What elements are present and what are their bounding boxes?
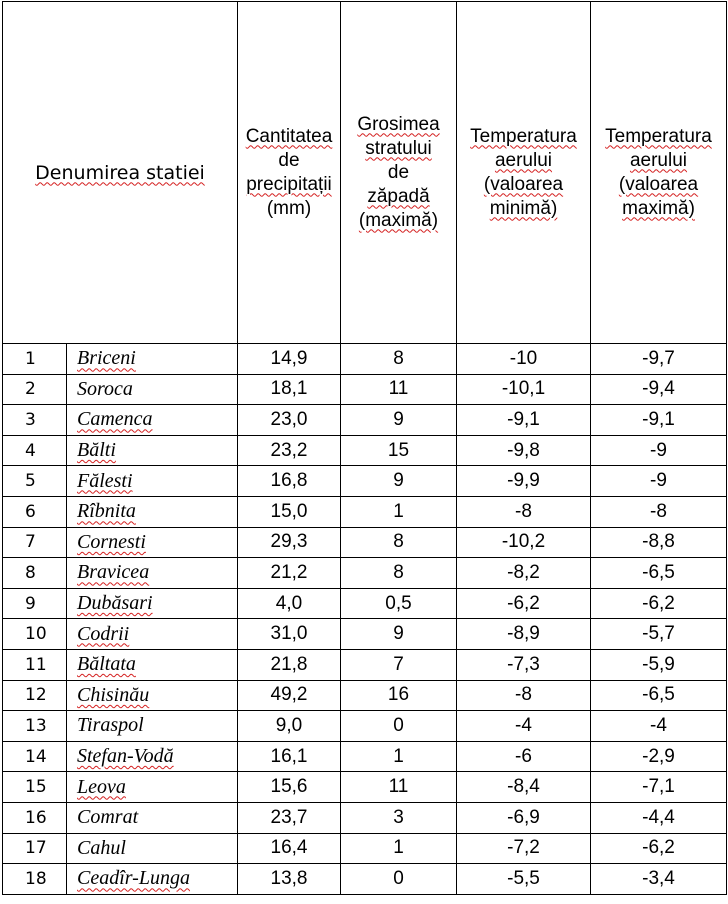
precip-header-word: Cantitatea: [245, 125, 333, 147]
snow-depth-cell: 9: [341, 405, 457, 436]
max-temp-cell: -9: [591, 466, 727, 497]
row-number-cell: 3: [3, 405, 67, 436]
table-row: [3, 741, 727, 772]
max-temp-cell: -2,9: [591, 741, 727, 772]
table-row: [3, 344, 727, 375]
tmax-header-word: aerului: [629, 149, 688, 171]
snow-depth-cell: 0: [341, 864, 457, 895]
precipitation-cell: 23,0: [238, 405, 341, 436]
station-name-cell: [67, 344, 238, 375]
precip-header-line: [238, 173, 340, 197]
precipitation-cell: 13,8: [238, 864, 341, 895]
precipitation-cell: 21,2: [238, 558, 341, 589]
precip-header-line: [238, 197, 340, 221]
max-temp-cell: -4: [591, 711, 727, 742]
precipitation-cell: 16,1: [238, 741, 341, 772]
max-temp-cell: -6,5: [591, 680, 727, 711]
max-temp-header: [591, 2, 727, 344]
tmin-header-word: (valoarea: [483, 173, 564, 195]
tmin-header-line: [457, 173, 590, 197]
min-temp-cell: -10,1: [457, 374, 591, 405]
min-temp-cell: -8,2: [457, 558, 591, 589]
table-row: [3, 619, 727, 650]
table-row: [3, 588, 727, 619]
snow-header-line: [341, 137, 456, 161]
table-row: [3, 374, 727, 405]
min-temp-cell: -9,9: [457, 466, 591, 497]
precipitation-cell: 23,7: [238, 802, 341, 833]
tmax-header-line: [591, 197, 726, 221]
snow-depth-cell: 11: [341, 374, 457, 405]
min-temp-cell: -5,5: [457, 864, 591, 895]
snow-depth-cell: 16: [341, 680, 457, 711]
row-number-cell: 18: [3, 864, 67, 895]
station-name-cell: [67, 864, 238, 895]
station-name-text: Băltata: [77, 653, 136, 676]
tmax-header-word: Temperatura: [605, 125, 712, 147]
min-temp-header: [457, 2, 591, 344]
table-row: [3, 680, 727, 711]
max-temp-cell: -8,8: [591, 527, 727, 558]
max-temp-cell: -6,2: [591, 588, 727, 619]
precipitation-cell: 14,9: [238, 344, 341, 375]
max-temp-cell: -4,4: [591, 802, 727, 833]
station-name-cell: [67, 435, 238, 466]
snow-depth-cell: 1: [341, 496, 457, 527]
snow-header-line: [341, 113, 456, 137]
row-number-cell: 13: [3, 711, 67, 742]
table-row: [3, 558, 727, 589]
row-number-cell: 5: [3, 466, 67, 497]
table-row: [3, 864, 727, 895]
min-temp-cell: -8: [457, 680, 591, 711]
tmin-header-word: minimă): [489, 197, 558, 219]
snow-header-line: [341, 161, 456, 185]
station-name-cell: [67, 405, 238, 436]
snow-depth-cell: 8: [341, 527, 457, 558]
snow-depth-cell: 9: [341, 619, 457, 650]
min-temp-cell: -7,2: [457, 833, 591, 864]
precip-header-line: [238, 125, 340, 149]
snow-header-word: Grosimea: [357, 113, 440, 135]
table-row: [3, 405, 727, 436]
snow-depth-cell: 8: [341, 344, 457, 375]
station-name-cell: [67, 374, 238, 405]
max-temp-cell: -6,2: [591, 833, 727, 864]
precipitation-cell: 23,2: [238, 435, 341, 466]
max-temp-cell: -9,4: [591, 374, 727, 405]
station-name-text: Bravicea: [77, 561, 150, 584]
table-row: [3, 711, 727, 742]
station-name-cell: [67, 527, 238, 558]
station-name-cell: [67, 741, 238, 772]
tmax-header-line: [591, 149, 726, 173]
table-body: [3, 344, 727, 895]
snow-depth-cell: 7: [341, 649, 457, 680]
row-number-cell: 6: [3, 496, 67, 527]
row-number-cell: 12: [3, 680, 67, 711]
snow-depth-header: [341, 2, 457, 344]
precipitation-cell: 16,8: [238, 466, 341, 497]
precipitation-cell: 31,0: [238, 619, 341, 650]
table-row: [3, 466, 727, 497]
tmax-header-line: [591, 125, 726, 149]
precipitation-cell: 15,6: [238, 772, 341, 803]
max-temp-cell: -8: [591, 496, 727, 527]
precip-header-word: precipitații: [246, 173, 332, 195]
row-number-cell: 15: [3, 772, 67, 803]
station-name-text: Ceadîr-Lunga: [77, 867, 190, 890]
row-number-cell: 14: [3, 741, 67, 772]
max-temp-cell: -9,7: [591, 344, 727, 375]
precipitation-cell: 4,0: [238, 588, 341, 619]
snow-depth-cell: 11: [341, 772, 457, 803]
snow-header-line: [341, 209, 456, 233]
station-name-text: Fălesti: [77, 469, 133, 492]
precipitation-cell: 9,0: [238, 711, 341, 742]
station-name-cell: [67, 680, 238, 711]
station-name-cell: [67, 711, 238, 742]
tmin-header-line: [457, 125, 590, 149]
tmin-header-word: Temperatura: [470, 125, 577, 147]
snow-header-line: [341, 185, 456, 209]
row-number-cell: 17: [3, 833, 67, 864]
max-temp-cell: -6,5: [591, 558, 727, 589]
min-temp-cell: -9,1: [457, 405, 591, 436]
snow-header-word: (maximă): [358, 209, 439, 231]
min-temp-cell: -10,2: [457, 527, 591, 558]
precipitation-cell: 49,2: [238, 680, 341, 711]
station-name-text: Bălti: [77, 439, 116, 462]
precipitation-cell: 21,8: [238, 649, 341, 680]
station-name-cell: [67, 802, 238, 833]
snow-depth-cell: 1: [341, 741, 457, 772]
row-number-cell: 10: [3, 619, 67, 650]
row-number-cell: 2: [3, 374, 67, 405]
min-temp-cell: -10: [457, 344, 591, 375]
min-temp-cell: -6: [457, 741, 591, 772]
table-row: [3, 496, 727, 527]
snow-depth-cell: 8: [341, 558, 457, 589]
station-name-header: [3, 2, 238, 344]
snow-depth-cell: 0,5: [341, 588, 457, 619]
station-name-text: Camenca: [77, 408, 153, 431]
max-temp-cell: -9: [591, 435, 727, 466]
snow-header-word: stratului: [365, 137, 432, 159]
snow-depth-cell: 0: [341, 711, 457, 742]
snow-depth-cell: 9: [341, 466, 457, 497]
table-row: [3, 435, 727, 466]
max-temp-cell: -3,4: [591, 864, 727, 895]
row-number-cell: 11: [3, 649, 67, 680]
snow-depth-cell: 1: [341, 833, 457, 864]
station-name-text: Chisinău: [77, 683, 150, 706]
station-name-text: Codrii: [77, 622, 130, 645]
row-number-cell: 7: [3, 527, 67, 558]
station-name-cell: [67, 496, 238, 527]
min-temp-cell: -4: [457, 711, 591, 742]
precip-header-line: [238, 149, 340, 173]
station-name-text: Cornesti: [77, 530, 146, 553]
min-temp-cell: -9,8: [457, 435, 591, 466]
snow-depth-cell: 3: [341, 802, 457, 833]
row-number-cell: 16: [3, 802, 67, 833]
max-temp-cell: -5,9: [591, 649, 727, 680]
station-name-text: Leova: [77, 775, 126, 798]
station-name-text: Stefan-Vodă: [77, 745, 174, 768]
precip-header-word: de: [278, 149, 300, 171]
min-temp-cell: -8,9: [457, 619, 591, 650]
station-name-header-text: Denumirea statiei: [35, 161, 205, 184]
station-name-text: Tiraspol: [77, 714, 144, 737]
station-name-text: Comrat: [77, 806, 139, 829]
row-number-cell: 9: [3, 588, 67, 619]
tmin-header-line: [457, 197, 590, 221]
station-name-text: Rîbnita: [77, 500, 136, 523]
table-row: [3, 772, 727, 803]
precipitation-cell: 16,4: [238, 833, 341, 864]
tmax-header-word: (valoarea: [618, 173, 699, 195]
snow-header-word: de: [387, 161, 410, 183]
table-row: [3, 833, 727, 864]
station-name-cell: [67, 649, 238, 680]
max-temp-cell: -7,1: [591, 772, 727, 803]
row-number-cell: 1: [3, 344, 67, 375]
station-name-text: Soroca: [77, 377, 133, 400]
precipitation-header: [238, 2, 341, 344]
snow-depth-cell: 15: [341, 435, 457, 466]
snow-header-word: zăpadă: [367, 185, 430, 207]
station-name-text: Cahul: [77, 836, 126, 859]
precipitation-cell: 18,1: [238, 374, 341, 405]
row-number-cell: 4: [3, 435, 67, 466]
min-temp-cell: -7,3: [457, 649, 591, 680]
tmax-header-word: maximă): [622, 197, 695, 219]
tmax-header-line: [591, 173, 726, 197]
precip-header-word: (mm): [266, 197, 312, 219]
max-temp-cell: -5,7: [591, 619, 727, 650]
min-temp-cell: -6,9: [457, 802, 591, 833]
max-temp-cell: -9,1: [591, 405, 727, 436]
station-name-cell: [67, 772, 238, 803]
row-number-cell: 8: [3, 558, 67, 589]
table-row: [3, 649, 727, 680]
station-name-text: Briceni: [77, 347, 136, 370]
station-name-cell: [67, 588, 238, 619]
station-name-text: Dubăsari: [77, 592, 153, 615]
tmin-header-word: aerului: [494, 149, 553, 171]
header-row: [3, 2, 727, 344]
station-name-cell: [67, 466, 238, 497]
station-name-cell: [67, 558, 238, 589]
min-temp-cell: -8,4: [457, 772, 591, 803]
table-row: [3, 802, 727, 833]
table-row: [3, 527, 727, 558]
precipitation-cell: 15,0: [238, 496, 341, 527]
precipitation-cell: 29,3: [238, 527, 341, 558]
min-temp-cell: -8: [457, 496, 591, 527]
station-name-cell: [67, 833, 238, 864]
min-temp-cell: -6,2: [457, 588, 591, 619]
tmin-header-line: [457, 149, 590, 173]
station-name-cell: [67, 619, 238, 650]
weather-stations-table: [2, 1, 727, 895]
